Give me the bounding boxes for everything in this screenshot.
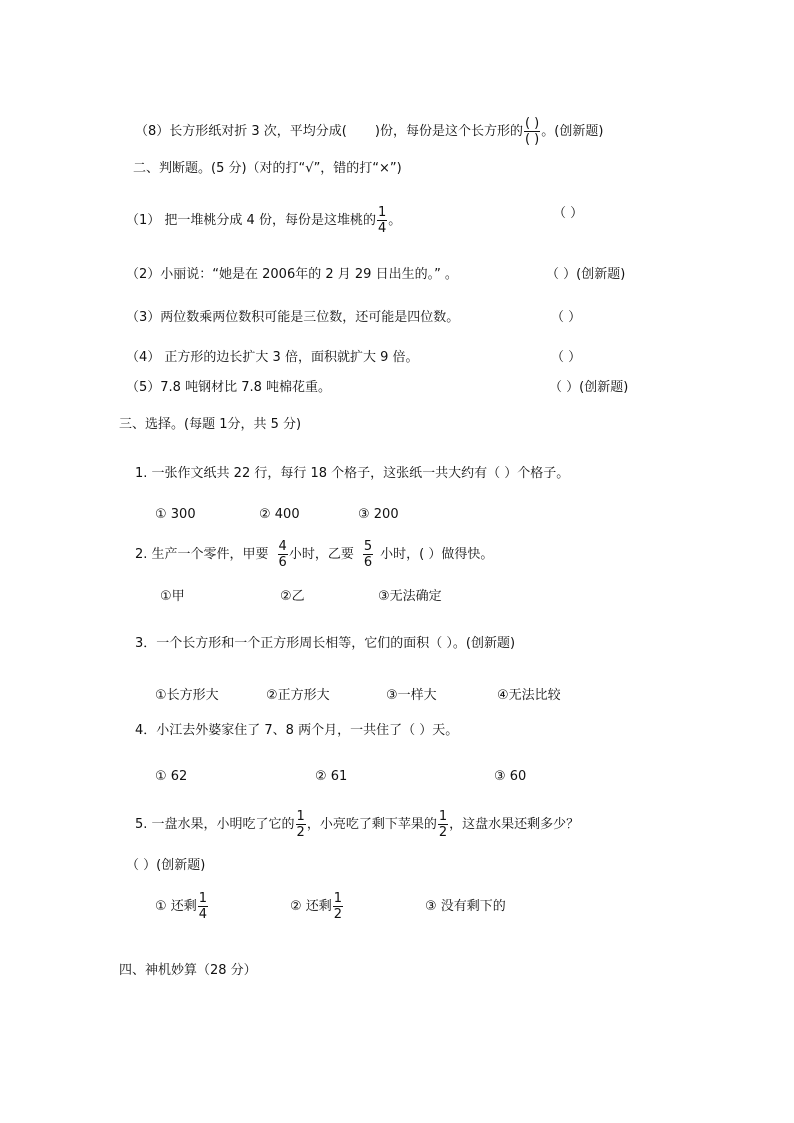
choice-q1-text: 1. 一张作文纸共 22 行，每行 18 个格子，这张纸一共大约有（ ）个格子。 [135,466,570,481]
choice-q5-opt3[interactable]: ③ 没有剩下的 [425,899,506,914]
frac-den: 4 [377,221,387,236]
frac-den: 6 [278,555,287,570]
choice-q5-frac-2 [438,809,448,840]
frac-den: 2 [296,825,305,840]
choice-q3-opt1[interactable]: ①长方形大 [155,688,219,703]
choice-q2-opt3[interactable]: ③无法确定 [378,589,442,604]
choice-q2-text [135,538,493,572]
choice-q4-opt3[interactable]: ③ 60 [494,769,527,784]
choice-q5-opt2-frac [333,891,343,922]
choice-q5-mid: ，小亮吃了剩下苹果的 [306,817,437,832]
choice-q2-opt2[interactable]: ②乙 [280,589,305,604]
question-8 [135,116,603,147]
frac-den: 4 [198,907,208,922]
frac-den: 2 [438,825,448,840]
choice-q1-opt3[interactable]: ③ 200 [358,507,399,522]
choice-q2-mid: 小时，乙要 [288,547,354,562]
choice-q3-opt3[interactable]: ③一样大 [386,688,437,703]
judge-item-2-tag: (创新题) [576,267,626,282]
choice-q4-text: 4．小江去外婆家住了 7、8 两个月，一共住了（ ）天。 [135,723,459,738]
choice-q5-pre: 5. 一盘水果，小明吃了它的 [135,817,295,832]
frac-num: 1 [296,809,305,824]
q8-text-post: 。(创新题) [541,124,604,139]
frac-num: 1 [377,205,387,220]
answer-paren[interactable]: （ ） [546,267,577,282]
choice-q4-opt2[interactable]: ② 61 [315,769,348,784]
judge-item-1-fraction [377,205,387,236]
calc-heading: 四、神机妙算（28 分） [119,963,257,978]
q8-fraction [524,116,540,147]
judge-item-1-answer[interactable]: （ ） [553,206,584,221]
choice-q2-frac-1 [278,539,288,570]
judge-heading: 二、判断题。(5 分)（对的打“√”，错的打“×”) [133,161,402,176]
judge-item-5-tag: (创新题) [579,380,629,395]
frac-num: 1 [198,891,208,906]
choice-q2-frac-2 [363,539,373,570]
q8-frac-num: ( ) [524,116,540,131]
frac-num: 1 [438,809,448,824]
choice-q1-opt1[interactable]: ① 300 [155,507,196,522]
choice-q5-post: ，这盘水果还剩多少？ [449,817,580,832]
choice-q2-pre: 2. 生产一个零件，甲要 [135,547,269,562]
choice-q1-opt2[interactable]: ② 400 [259,507,300,522]
judge-item-4-answer[interactable]: （ ） [551,350,582,365]
judge-item-1-text: （1） 把一堆桃分成 4 份，每份是这堆桃的 [126,213,376,228]
frac-num: 4 [278,539,287,554]
judge-item-5-answer[interactable] [549,379,628,397]
opt-label: ① 还剩 [155,899,197,914]
choice-q4-opt1[interactable]: ① 62 [155,769,188,784]
choice-q5-opt2[interactable] [290,890,344,924]
judge-item-2-text: （2）小丽说：“她是在 2006年的 2 月 29 日出生的。” 。 [126,267,458,282]
frac-num: 1 [333,891,343,906]
opt-label: ② 还剩 [290,899,332,914]
choice-q5-text [135,808,579,842]
judge-item-3-text: （3）两位数乘两位数积可能是三位数，还可能是四位数。 [126,310,460,325]
judge-item-2-answer[interactable] [546,266,625,284]
judge-item-1 [126,205,401,236]
judge-item-5-text: （5）7.8 吨钢材比 7.8 吨棉花重。 [126,380,332,395]
frac-den: 2 [333,907,343,922]
judge-item-1-post: 。 [388,213,402,228]
choice-q3-text: 3．一个长方形和一个正方形周长相等，它们的面积（ ）。(创新题) [135,636,516,651]
q8-text-pre: （8）长方形纸对折 3 次，平均分成( [135,124,347,139]
q8-text-mid: )份，每份是这个长方形的 [374,124,523,139]
choice-q3-opt2[interactable]: ②正方形大 [266,688,330,703]
frac-den: 6 [363,555,373,570]
choice-q5-line2[interactable]: （ ）(创新题) [126,858,206,873]
answer-paren[interactable]: （ ） [549,380,580,395]
q8-frac-den: ( ) [524,132,540,147]
judge-item-3-answer[interactable]: （ ） [551,310,582,325]
judge-item-4-text: （4） 正方形的边长扩大 3 倍，面积就扩大 9 倍。 [126,350,419,365]
choice-heading: 三、选择。(每题 1分，共 5 分) [119,417,302,432]
choice-q2-opt1[interactable]: ①甲 [160,589,185,604]
choice-q3-opt4[interactable]: ④无法比较 [497,688,561,703]
frac-num: 5 [363,539,373,554]
choice-q5-opt1[interactable] [155,890,209,924]
choice-q5-opt1-frac [198,891,208,922]
choice-q2-post: 小时，( ）做得快。 [380,547,494,562]
choice-q5-frac-1 [296,809,306,840]
